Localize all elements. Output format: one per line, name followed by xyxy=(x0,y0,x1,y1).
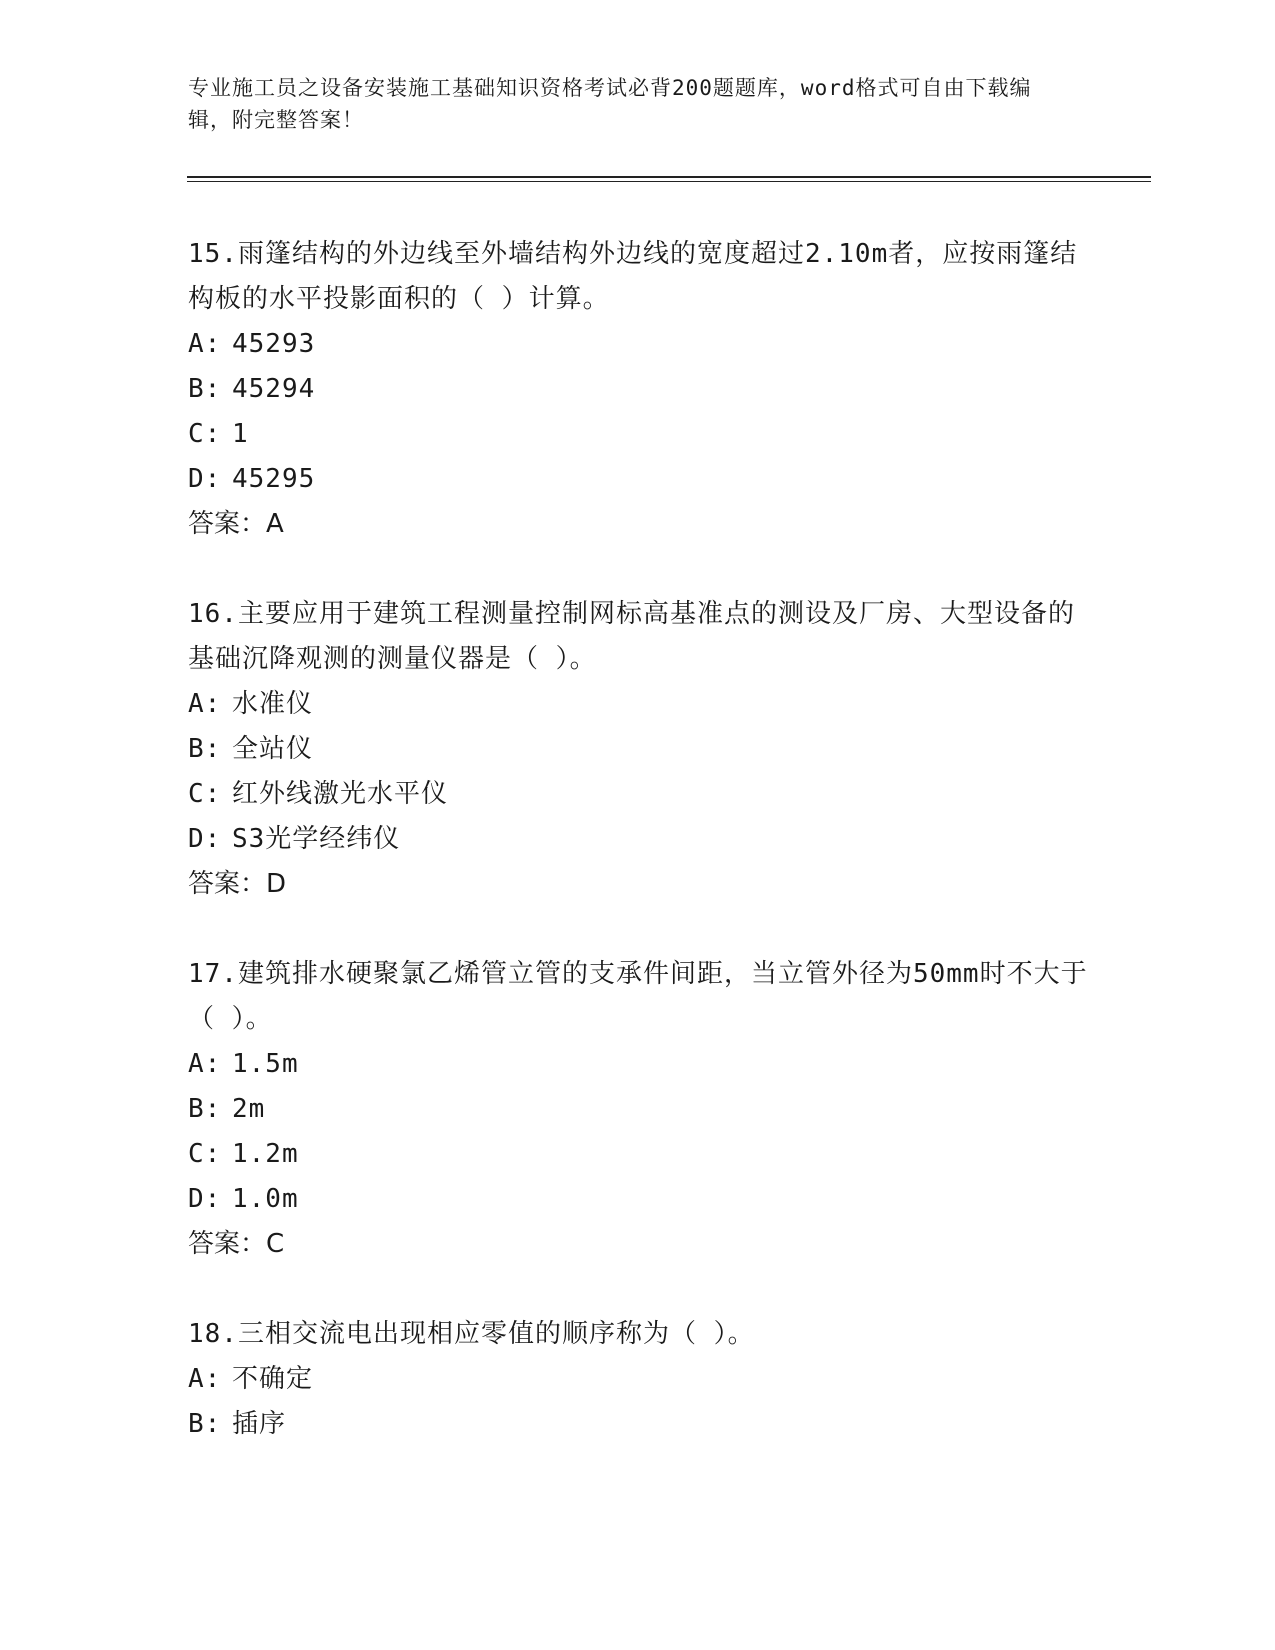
option-text: 1.0m xyxy=(232,1184,299,1214)
question-stem: 16.主要应用于建筑工程测量控制网标高基准点的测设及厂房、大型设备的基础沉降观测的测量仪器是（ ）。 xyxy=(188,599,1075,674)
option-a xyxy=(188,1042,1088,1087)
option-text: 1.2m xyxy=(232,1139,299,1169)
question-18 xyxy=(188,1312,1088,1447)
option-text: 水准仪 xyxy=(232,689,314,719)
question-16 xyxy=(188,592,1088,907)
option-a xyxy=(188,1357,1088,1402)
option-c xyxy=(188,772,1088,817)
question-15 xyxy=(188,232,1088,547)
option-letter: C: xyxy=(188,419,222,449)
option-letter: B: xyxy=(188,734,222,764)
option-c xyxy=(188,412,1088,457)
option-text: 红外线激光水平仪 xyxy=(232,779,449,809)
answer-line: 答案：D xyxy=(188,869,287,899)
question-17 xyxy=(188,952,1088,1267)
answer-line: 答案：A xyxy=(188,509,284,539)
question-list xyxy=(188,232,1088,1492)
option-letter: A: xyxy=(188,689,222,719)
question-stem: 17.建筑排水硬聚氯乙烯管立管的支承件间距，当立管外径为50mm时不大于（ ）。 xyxy=(188,959,1088,1034)
option-a xyxy=(188,682,1088,727)
option-text: 45295 xyxy=(232,464,316,494)
header-divider-thick xyxy=(187,176,1151,178)
option-text: 插序 xyxy=(232,1409,287,1439)
option-text: 1.5m xyxy=(232,1049,299,1079)
option-c xyxy=(188,1132,1088,1177)
answer-line: 答案：C xyxy=(188,1229,285,1259)
option-b xyxy=(188,1402,1088,1447)
option-text: 45294 xyxy=(232,374,316,404)
option-d xyxy=(188,817,1088,862)
option-letter: B: xyxy=(188,374,222,404)
option-letter: B: xyxy=(188,1094,222,1124)
option-letter: D: xyxy=(188,824,222,854)
option-letter: D: xyxy=(188,464,222,494)
question-stem: 15.雨篷结构的外边线至外墙结构外边线的宽度超过2.10m者，应按雨篷结构板的水平投影面积的（ ）计算。 xyxy=(188,239,1078,314)
option-text: 全站仪 xyxy=(232,734,314,764)
option-text: 1 xyxy=(232,419,249,449)
option-letter: C: xyxy=(188,779,222,809)
option-letter: C: xyxy=(188,1139,222,1169)
header-divider-thin xyxy=(187,181,1151,182)
option-b xyxy=(188,1087,1088,1132)
option-text: 2m xyxy=(232,1094,266,1124)
option-a xyxy=(188,322,1088,367)
option-b xyxy=(188,727,1088,772)
option-letter: D: xyxy=(188,1184,222,1214)
option-d xyxy=(188,1177,1088,1222)
option-text: 45293 xyxy=(232,329,316,359)
option-letter: A: xyxy=(188,329,222,359)
option-text: 不确定 xyxy=(232,1364,314,1394)
option-d xyxy=(188,457,1088,502)
option-text: S3光学经纬仪 xyxy=(232,824,401,854)
option-b xyxy=(188,367,1088,412)
option-letter: B: xyxy=(188,1409,222,1439)
option-letter: A: xyxy=(188,1049,222,1079)
option-letter: A: xyxy=(188,1364,222,1394)
document-header: 专业施工员之设备安装施工基础知识资格考试必背200题题库，word格式可自由下载编辑，附完整答案！ xyxy=(188,76,1032,132)
question-stem: 18.三相交流电出现相应零值的顺序称为（ ）。 xyxy=(188,1319,755,1349)
